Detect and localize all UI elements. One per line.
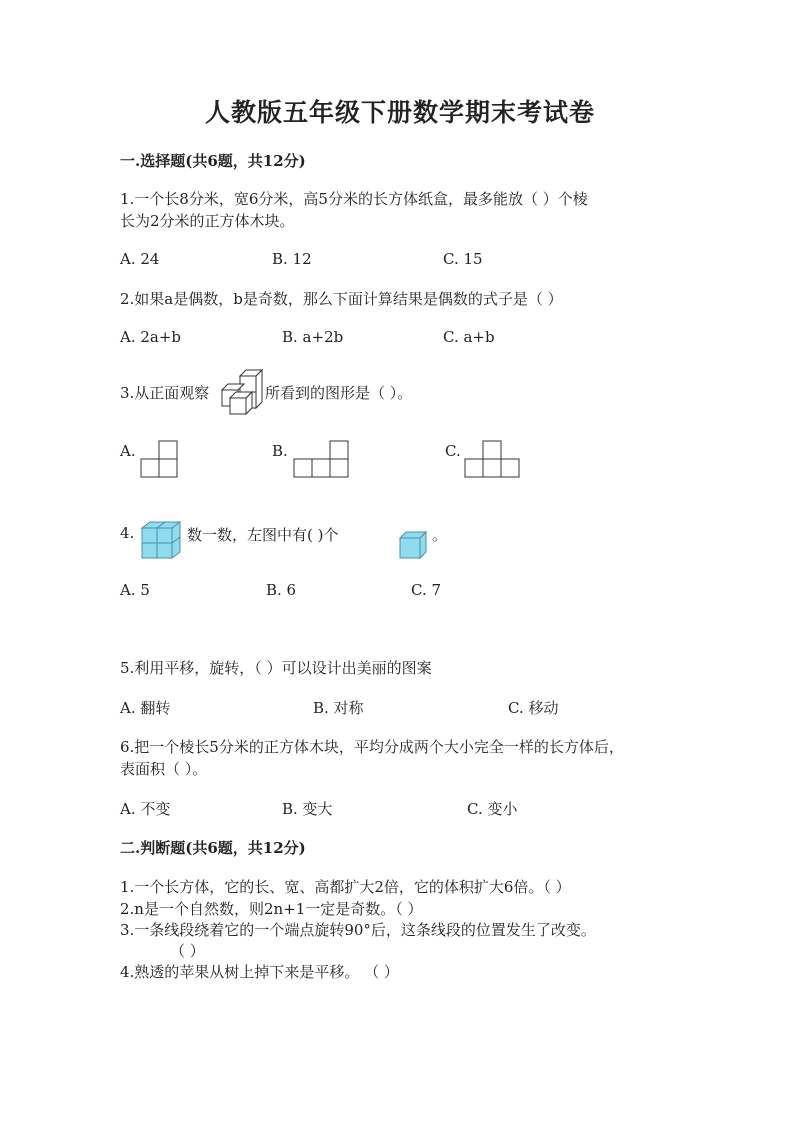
section-1-header: 一.选择题(共6题，共12分) <box>120 152 306 170</box>
q4-option-a[interactable]: A. 5 <box>120 581 150 599</box>
judge-3-text-line1: 3.一条线段绕着它的一个端点旋转90°后，这条线段的位置发生了改变。 <box>120 921 596 939</box>
q5-option-c[interactable]: C. 移动 <box>508 699 559 717</box>
judge-1-text: 1.一个长方体，它的长、宽、高都扩大2倍，它的体积扩大6倍。（ ） <box>120 878 571 896</box>
q4-option-b[interactable]: B. 6 <box>266 581 297 599</box>
q3-option-c-figure <box>465 441 519 477</box>
judge-4-text: 4.熟透的苹果从树上掉下来是平移。 （ ） <box>120 963 399 981</box>
q1-text-line1: 1.一个长8分米，宽6分米，高5分米的长方体纸盒，最多能放（ ）个棱 <box>120 190 588 208</box>
q4-text-mid: 数一数，左图中有( )个 <box>187 526 339 544</box>
q4-cube-group-figure <box>140 520 186 560</box>
page-title: 人教版五年级下册数学期末考试卷 <box>204 98 595 127</box>
judge-3-text-line2: （ ） <box>170 942 205 960</box>
q2-option-b[interactable]: B. a+2b <box>282 328 344 346</box>
q3-option-a-figure <box>141 441 177 477</box>
q6-text-line2: 表面积（ ）。 <box>120 760 208 778</box>
q3-option-b-figure <box>294 441 348 477</box>
judge-2-text: 2.n是一个自然数，则2n+1一定是奇数。（ ） <box>120 900 423 918</box>
q4-text-prefix: 4. <box>120 524 135 542</box>
q3-option-c[interactable]: C. <box>445 442 461 460</box>
q4-text-end: 。 <box>432 526 448 544</box>
q1-option-c[interactable]: C. 15 <box>443 250 483 268</box>
q6-option-a[interactable]: A. 不变 <box>120 800 171 818</box>
q1-option-a[interactable]: A. 24 <box>120 250 160 268</box>
q4-unit-cube-figure <box>398 530 430 560</box>
q6-option-b[interactable]: B. 变大 <box>282 800 333 818</box>
q3-option-a[interactable]: A. <box>120 442 136 460</box>
q3-text-suffix: 所看到的图形是（ ）。 <box>265 384 413 402</box>
q2-option-c[interactable]: C. a+b <box>443 328 495 346</box>
q2-text: 2.如果a是偶数，b是奇数，那么下面计算结果是偶数的式子是（ ） <box>120 290 563 308</box>
q1-text-line2: 长为2分米的正方体木块。 <box>120 212 295 230</box>
q6-text-line1: 6.把一个棱长5分米的正方体木块，平均分成两个大小完全一样的长方体后， <box>120 738 624 756</box>
section-2-header: 二.判断题(共6题，共12分) <box>120 839 306 857</box>
q6-option-c[interactable]: C. 变小 <box>467 800 518 818</box>
q2-option-a[interactable]: A. 2a+b <box>120 328 182 346</box>
q1-option-b[interactable]: B. 12 <box>272 250 312 268</box>
q5-text: 5.利用平移，旋转，（ ）可以设计出美丽的图案 <box>120 659 432 677</box>
q5-option-a[interactable]: A. 翻转 <box>120 699 171 717</box>
q3-text-prefix: 3.从正面观察 <box>120 384 210 402</box>
q4-option-c[interactable]: C. 7 <box>411 581 442 599</box>
q5-option-b[interactable]: B. 对称 <box>313 699 364 717</box>
q3-option-b[interactable]: B. <box>272 442 288 460</box>
q3-cube-stack-figure <box>220 368 266 418</box>
